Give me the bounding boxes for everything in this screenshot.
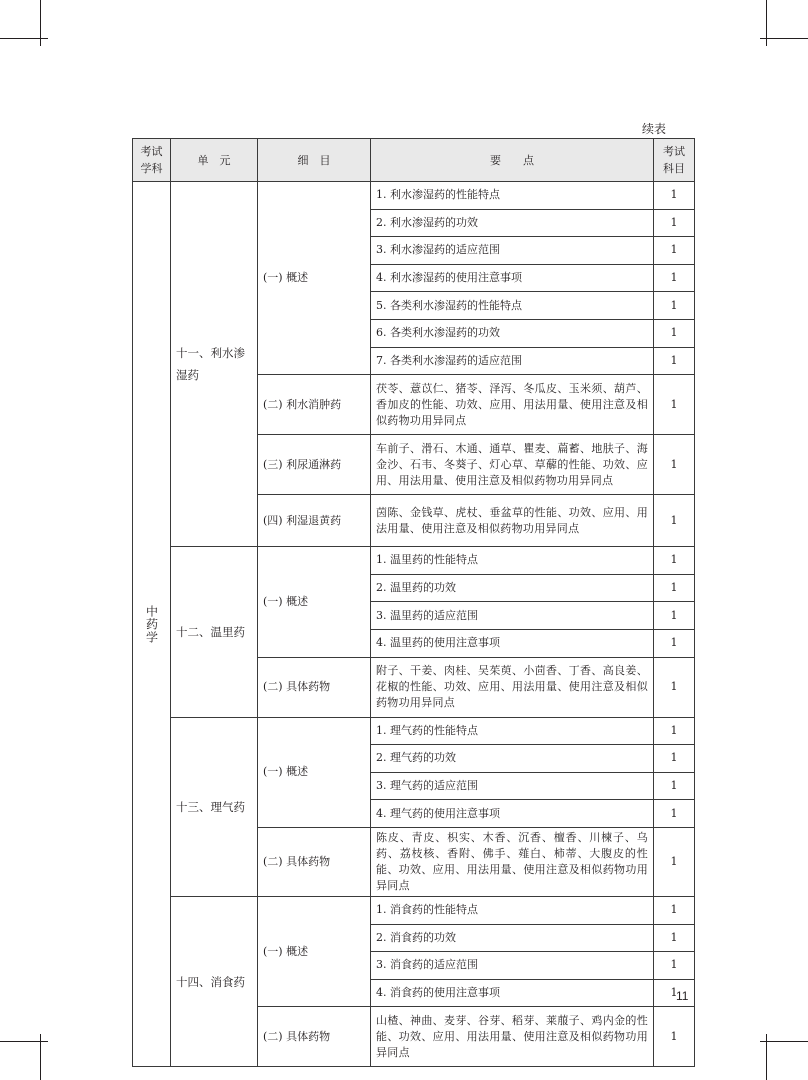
point-cell: 陈皮、青皮、枳实、木香、沉香、檀香、川楝子、乌药、荔枝核、香附、佛手、薤白、柿蒂、大腹皮的性能、功效、应用、用法用量、使用注意及相似药物功用异同点 <box>371 827 654 896</box>
count-cell: 1 <box>654 319 695 347</box>
unit-cell: 十二、温里药 <box>171 547 258 717</box>
count-cell: 1 <box>654 952 695 980</box>
point-cell: 3. 温里药的适应范围 <box>371 602 654 630</box>
count-cell: 1 <box>654 800 695 828</box>
count-cell: 1 <box>654 896 695 924</box>
count-cell: 1 <box>654 629 695 657</box>
count-cell: 1 <box>654 495 695 547</box>
syllabus-table <box>132 138 695 1067</box>
item-cell: (三) 利尿通淋药 <box>258 435 371 495</box>
point-cell: 4. 理气药的使用注意事项 <box>371 800 654 828</box>
point-cell: 茵陈、金钱草、虎杖、垂盆草的性能、功效、应用、用法用量、使用注意及相似药物功用异同点 <box>371 495 654 547</box>
point-cell: 附子、干姜、肉桂、吴茱萸、小茴香、丁香、高良姜、花椒的性能、功效、应用、用法用量、使用注意及相似药物功用异同点 <box>371 657 654 717</box>
point-cell: 2. 消食药的功效 <box>371 924 654 952</box>
crop-mark-top-right-horizontal <box>760 38 808 39</box>
count-cell: 1 <box>654 602 695 630</box>
count-cell: 1 <box>654 435 695 495</box>
point-cell: 4. 消食药的使用注意事项 <box>371 979 654 1007</box>
count-cell: 1 <box>654 772 695 800</box>
item-cell: (一) 概述 <box>258 182 371 375</box>
count-cell: 1 <box>654 574 695 602</box>
count-cell: 1 <box>654 209 695 237</box>
unit-cell: 十三、理气药 <box>171 717 258 896</box>
count-cell: 1 <box>654 979 695 1007</box>
crop-mark-bottom-left-horizontal <box>0 1041 48 1042</box>
table-row <box>133 182 695 210</box>
crop-mark-top-right-vertical <box>766 0 767 46</box>
crop-mark-top-left-horizontal <box>0 38 48 39</box>
header-exam-subject: 考试 科目 <box>654 139 695 182</box>
count-cell: 1 <box>654 547 695 575</box>
header-row <box>133 139 695 182</box>
crop-mark-bottom-right-horizontal <box>760 1041 808 1042</box>
count-cell: 1 <box>654 827 695 896</box>
subject-cell: 中药学 <box>133 182 171 1067</box>
header-points: 要 点 <box>371 139 654 182</box>
crop-mark-top-left-vertical <box>40 0 41 46</box>
header-unit: 单 元 <box>171 139 258 182</box>
count-cell: 1 <box>654 182 695 210</box>
unit-cell: 十四、消食药 <box>171 896 258 1066</box>
point-cell: 1. 温里药的性能特点 <box>371 547 654 575</box>
point-cell: 1. 消食药的性能特点 <box>371 896 654 924</box>
item-cell: (二) 具体药物 <box>258 657 371 717</box>
count-cell: 1 <box>654 657 695 717</box>
point-cell: 3. 利水渗湿药的适应范围 <box>371 237 654 265</box>
header-subject: 考试 学科 <box>133 139 171 182</box>
table-row <box>133 717 695 745</box>
point-cell: 山楂、神曲、麦芽、谷芽、稻芽、莱菔子、鸡内金的性能、功效、应用、用法用量、使用注意及相似药物功用异同点 <box>371 1007 654 1067</box>
point-cell: 7. 各类利水渗湿药的适应范围 <box>371 347 654 375</box>
unit-cell: 十一、利水渗湿药 <box>171 182 258 547</box>
point-cell: 1. 利水渗湿药的性能特点 <box>371 182 654 210</box>
item-cell: (二) 利水消肿药 <box>258 375 371 435</box>
point-cell: 5. 各类利水渗湿药的性能特点 <box>371 292 654 320</box>
count-cell: 1 <box>654 717 695 745</box>
point-cell: 车前子、滑石、木通、通草、瞿麦、萹蓄、地肤子、海金沙、石韦、冬葵子、灯心草、草薢的性能、功效、应用、用法用量、使用注意及相似药物功用异同点 <box>371 435 654 495</box>
point-cell: 3. 消食药的适应范围 <box>371 952 654 980</box>
header-item: 细 目 <box>258 139 371 182</box>
item-cell: (二) 具体药物 <box>258 1007 371 1067</box>
item-cell: (一) 概述 <box>258 717 371 827</box>
point-cell: 茯苓、薏苡仁、猪苓、泽泻、冬瓜皮、玉米须、葫芦、香加皮的性能、功效、应用、用法用量、使用注意及相似药物功用异同点 <box>371 375 654 435</box>
count-cell: 1 <box>654 1007 695 1067</box>
item-cell: (一) 概述 <box>258 547 371 657</box>
table-row <box>133 547 695 575</box>
table-row <box>133 896 695 924</box>
page-number: 11 <box>676 989 689 1003</box>
count-cell: 1 <box>654 924 695 952</box>
count-cell: 1 <box>654 375 695 435</box>
count-cell: 1 <box>654 347 695 375</box>
continued-label: 续表 <box>642 122 667 136</box>
point-cell: 1. 理气药的性能特点 <box>371 717 654 745</box>
point-cell: 4. 利水渗湿药的使用注意事项 <box>371 264 654 292</box>
point-cell: 2. 理气药的功效 <box>371 745 654 773</box>
item-cell: (四) 利湿退黄药 <box>258 495 371 547</box>
count-cell: 1 <box>654 264 695 292</box>
point-cell: 6. 各类利水渗湿药的功效 <box>371 319 654 347</box>
point-cell: 2. 利水渗湿药的功效 <box>371 209 654 237</box>
count-cell: 1 <box>654 292 695 320</box>
point-cell: 3. 理气药的适应范围 <box>371 772 654 800</box>
count-cell: 1 <box>654 237 695 265</box>
item-cell: (一) 概述 <box>258 896 371 1006</box>
count-cell: 1 <box>654 745 695 773</box>
point-cell: 4. 温里药的使用注意事项 <box>371 629 654 657</box>
point-cell: 2. 温里药的功效 <box>371 574 654 602</box>
item-cell: (二) 具体药物 <box>258 827 371 896</box>
